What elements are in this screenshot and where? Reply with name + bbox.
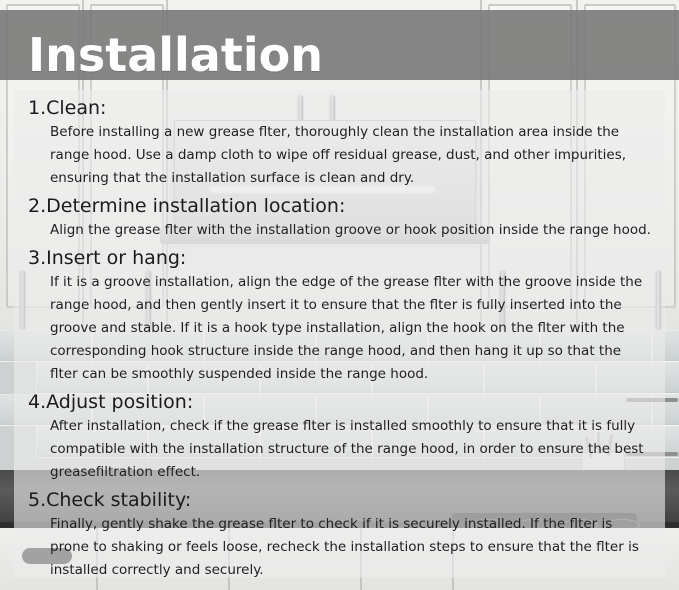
step-3-body: If it is a groove installation, align the edge of the grease flter with the groove inside the range hood, and then gently insert it to ensure that the flter is fully inserted into the groove and stable. If it is a hook type installation, align the hook on the flter with the corresponding hook structure inside the range hood, and then hang it up so that the flter can be smoothly suspended inside the range hood. xyxy=(50,274,643,382)
step-1 xyxy=(28,96,651,190)
step-2-title: 2.Determine installation location: xyxy=(28,195,346,217)
step-2-body: Align the grease flter with the installation groove or hook position inside the range hood. xyxy=(50,222,651,238)
step-5-title: 5.Check stability: xyxy=(28,489,192,511)
step-3 xyxy=(28,246,651,386)
step-4-body: After installation, check if the grease flter is installed smoothly to ensure that it is fully compatible with the installation structure of the range hood, in order to ensure the best greasefiltration effect. xyxy=(50,418,644,480)
step-4-title: 4.Adjust position: xyxy=(28,391,194,413)
step-5 xyxy=(28,488,651,582)
step-3-title: 3.Insert or hang: xyxy=(28,247,187,269)
step-5-body: Finally, gently shake the grease flter to check if it is securely installed. If the flter is prone to shaking or feels loose, recheck the installation steps to ensure that the flter is installed correctly and securely. xyxy=(50,516,639,578)
page-title: Installation xyxy=(28,28,323,82)
step-1-body: Before installing a new grease flter, thoroughly clean the installation area inside the range hood. Use a damp cloth to wipe off residual grease, dust, and other impurities, ensuring that the installation surface is clean and dry. xyxy=(50,124,627,186)
step-4 xyxy=(28,390,651,484)
step-1-title: 1.Clean: xyxy=(28,97,107,119)
step-2 xyxy=(28,194,651,242)
header-band xyxy=(0,10,679,80)
instructions-panel xyxy=(14,90,665,578)
